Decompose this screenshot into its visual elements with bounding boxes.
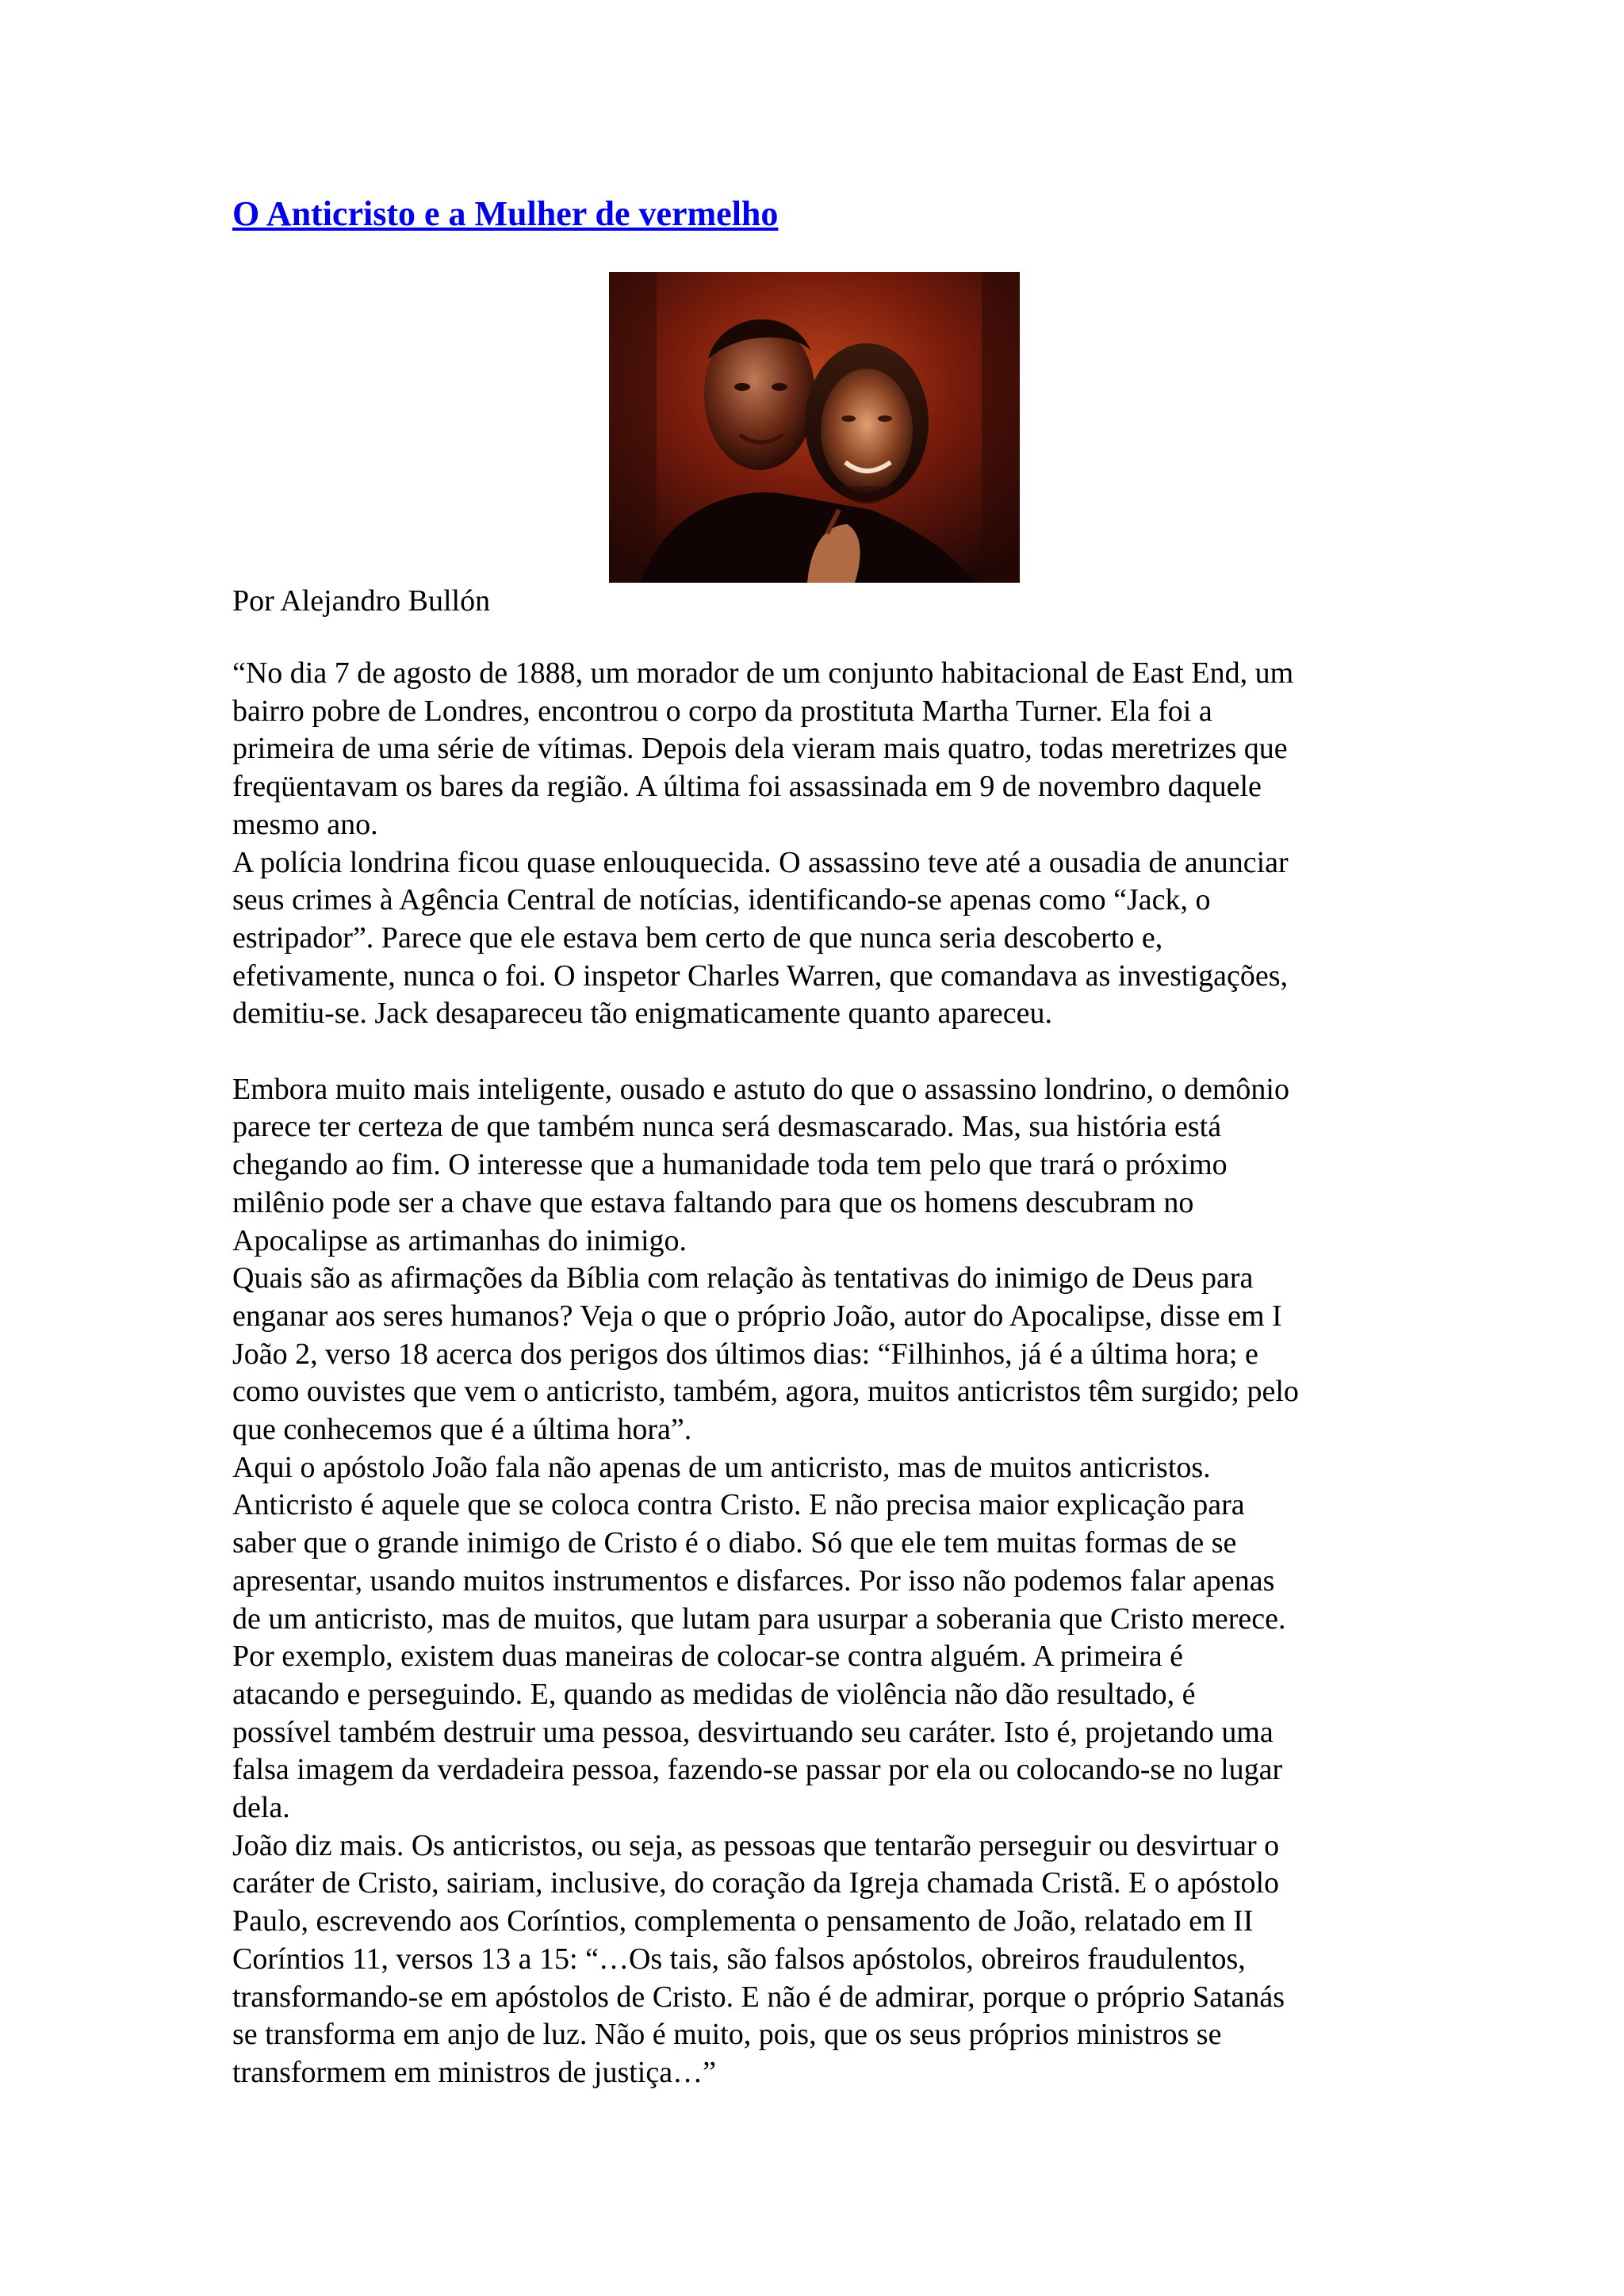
text-line: freqüentavam os bares da região. A última foi assassinada em 9 de novembro daquele [232, 770, 1262, 804]
article-body [232, 655, 1406, 2092]
text-line: enganar aos seres humanos? Veja o que o próprio João, autor do Apocalipse, disse em I [232, 1299, 1282, 1333]
text-line: estripador”. Parece que ele estava bem certo de que nunca seria descoberto e, [232, 920, 1163, 955]
text-line: Anticristo é aquele que se coloca contra Cristo. E não precisa maior explicação para [232, 1488, 1245, 1522]
text-line: Por exemplo, existem duas maneiras de colocar-se contra alguém. A primeira é [232, 1640, 1183, 1674]
text-line: apresentar, usando muitos instrumentos e disfarces. Por isso não podemos falar apenas [232, 1563, 1275, 1598]
text-line: Apocalipse as artimanhas do inimigo. [232, 1223, 688, 1257]
text-line: parece ter certeza de que também nunca será desmascarado. Mas, sua história está [232, 1110, 1222, 1144]
text-line: mesmo ano. [232, 807, 378, 841]
text-line: Coríntios 11, versos 13 a 15: “…Os tais, são falsos apóstolos, obreiros fraudulentos, [232, 1942, 1246, 1976]
article-byline: Por Alejandro Bullón [232, 584, 491, 618]
text-line: possível também destruir uma pessoa, desvirtuando seu caráter. Isto é, projetando uma [232, 1715, 1274, 1749]
text-line: como ouvistes que vem o anticristo, também, agora, muitos anticristos têm surgido; pelo [232, 1375, 1299, 1409]
text-line: Paulo, escrevendo aos Coríntios, complementa o pensamento de João, relatado em II [232, 1904, 1254, 1938]
text-line: efetivamente, nunca o foi. O inspetor Charles Warren, que comandava as investigações, [232, 959, 1289, 993]
text-line: dela. [232, 1791, 290, 1825]
text-line: de um anticristo, mas de muitos, que lutam para usurpar a soberania que Cristo merece. [232, 1601, 1286, 1636]
paragraph-spacer [232, 1033, 1406, 1071]
text-line: atacando e perseguindo. E, quando as medidas de violência não dão resultado, é [232, 1677, 1196, 1711]
text-line: Aqui o apóstolo João fala não apenas de um anticristo, mas de muitos anticristos. [232, 1450, 1211, 1484]
text-line: falsa imagem da verdadeira pessoa, fazendo-se passar por ela ou colocando-se no lugar [232, 1753, 1283, 1787]
text-line: Quais são as afirmações da Bíblia com relação às tentativas do inimigo de Deus para [232, 1261, 1254, 1295]
text-line: primeira de uma série de vítimas. Depois dela vieram mais quatro, todas meretrizes que [232, 732, 1288, 766]
text-line: bairro pobre de Londres, encontrou o corpo da prostituta Martha Turner. Ela foi a [232, 694, 1212, 728]
article-illustration [609, 272, 1020, 583]
text-line: seus crimes à Agência Central de notícias, identificando-se apenas como “Jack, o [232, 883, 1211, 917]
article-title-link[interactable]: O Anticristo e a Mulher de vermelho [232, 194, 779, 233]
text-line: transformando-se em apóstolos de Cristo. E não é de admirar, porque o próprio Satanás [232, 1980, 1285, 2014]
text-line: se transforma em anjo de luz. Não é muito, pois, que os seus próprios ministros se [232, 2018, 1222, 2052]
text-line: “No dia 7 de agosto de 1888, um morador de um conjunto habitacional de East End, um [232, 656, 1294, 690]
text-line: João 2, verso 18 acerca dos perigos dos últimos dias: “Filhinhos, já é a última hora; e [232, 1337, 1258, 1371]
text-line: caráter de Cristo, sairiam, inclusive, do coração da Igreja chamada Cristã. E o apóstolo [232, 1866, 1279, 1900]
text-line: que conhecemos que é a última hora”. [232, 1413, 692, 1447]
text-line: saber que o grande inimigo de Cristo é o diabo. Só que ele tem muitas formas de se [232, 1526, 1237, 1560]
paragraph-block-2 [232, 1071, 1406, 2092]
paragraph-block-1 [232, 655, 1406, 1033]
text-line: João diz mais. Os anticristos, ou seja, as pessoas que tentarão perseguir ou desvirtuar o [232, 1828, 1280, 1862]
text-line: Embora muito mais inteligente, ousado e astuto do que o assassino londrino, o demônio [232, 1072, 1289, 1106]
text-line: transformem em ministros de justiça…” [232, 2056, 716, 2089]
text-line: milênio pode ser a chave que estava faltando para que os homens descubram no [232, 1185, 1194, 1219]
text-line: demitiu-se. Jack desapareceu tão enigmaticamente quanto apareceu. [232, 997, 1052, 1031]
text-line: chegando ao fim. O interesse que a humanidade toda tem pelo que trará o próximo [232, 1148, 1228, 1182]
text-line: A polícia londrina ficou quase enlouquecida. O assassino teve até a ousadia de anunciar [232, 845, 1289, 879]
